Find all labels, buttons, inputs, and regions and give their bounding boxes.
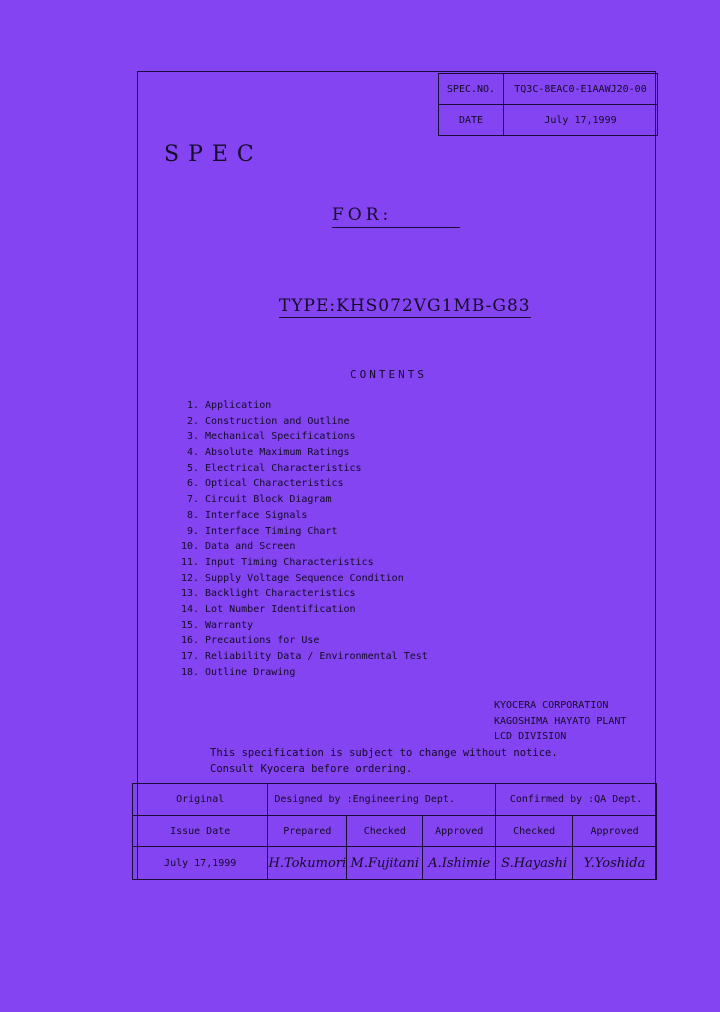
- designed-by: Designed by :Engineering Dept.: [268, 784, 496, 816]
- list-item: 17. Reliability Data / Environmental Test: [180, 651, 428, 662]
- approval-table: [132, 783, 657, 880]
- qa-approved-label: Approved: [573, 816, 657, 847]
- spec-no-label: SPEC.NO.: [439, 74, 504, 105]
- list-item: 5. Electrical Characteristics: [186, 462, 362, 474]
- list-item: 16. Precautions for Use: [180, 635, 320, 647]
- list-item: 12. Supply Voltage Sequence Condition: [180, 572, 404, 584]
- notice-line-1: This specification is subject to change without notice.: [210, 747, 558, 759]
- document-title: SPEC: [164, 142, 263, 167]
- notice-block: [210, 745, 558, 777]
- signature-approved: A.Ishimie: [423, 847, 496, 880]
- type-designation: TYPE:KHS072VG1MB-G83: [279, 296, 531, 316]
- spec-no-value: TQ3C-8EAC0-E1AAWJ20-00: [504, 74, 658, 105]
- list-item: 13. Backlight Characteristics: [180, 588, 356, 600]
- list-item: 15. Warranty: [180, 619, 254, 631]
- issue-date-label: Issue Date: [133, 816, 268, 847]
- list-item: 7. Circuit Block Diagram: [186, 494, 332, 506]
- list-item: 18. Outline Drawing: [180, 666, 296, 678]
- company-block: [494, 698, 626, 745]
- company-name: KYOCERA CORPORATION: [494, 700, 609, 711]
- list-item: 9. Interface Timing Chart: [186, 525, 338, 537]
- checked-label: Checked: [347, 816, 423, 847]
- contents-heading: CONTENTS: [350, 368, 427, 381]
- qa-checked-label: Checked: [496, 816, 573, 847]
- approved-label: Approved: [423, 816, 496, 847]
- list-item: 1. Application: [186, 400, 272, 411]
- signature-qa-approved: Y.Yoshida: [573, 847, 657, 880]
- list-item: 3. Mechanical Specifications: [186, 431, 356, 443]
- confirmed-by: Confirmed by :QA Dept.: [496, 784, 657, 816]
- list-item: 2. Construction and Outline: [186, 415, 350, 427]
- date-label: DATE: [439, 105, 504, 136]
- signature-prepared: H.Tokumori: [268, 847, 347, 880]
- list-item: 6. Optical Characteristics: [186, 478, 344, 490]
- list-item: 14. Lot Number Identification: [180, 603, 356, 615]
- company-division: LCD DIVISION: [494, 731, 567, 742]
- date-value: July 17,1999: [504, 105, 658, 136]
- list-item: 4. Absolute Maximum Ratings: [186, 447, 350, 459]
- list-item: 8. Interface Signals: [186, 509, 308, 521]
- prepared-label: Prepared: [268, 816, 347, 847]
- spec-number-box: [438, 73, 658, 136]
- original-label: Original: [133, 784, 268, 816]
- company-plant: KAGOSHIMA HAYATO PLANT: [494, 715, 627, 727]
- signature-qa-checked: S.Hayashi: [496, 847, 573, 880]
- notice-line-2: Consult Kyocera before ordering.: [210, 763, 413, 775]
- contents-list: [172, 398, 428, 680]
- list-item: 10. Data and Screen: [180, 541, 296, 553]
- for-label: FOR:: [332, 205, 460, 228]
- signature-checked: M.Fujitani: [347, 847, 423, 880]
- issue-date-value: July 17,1999: [133, 847, 268, 880]
- list-item: 11. Input Timing Characteristics: [180, 556, 374, 568]
